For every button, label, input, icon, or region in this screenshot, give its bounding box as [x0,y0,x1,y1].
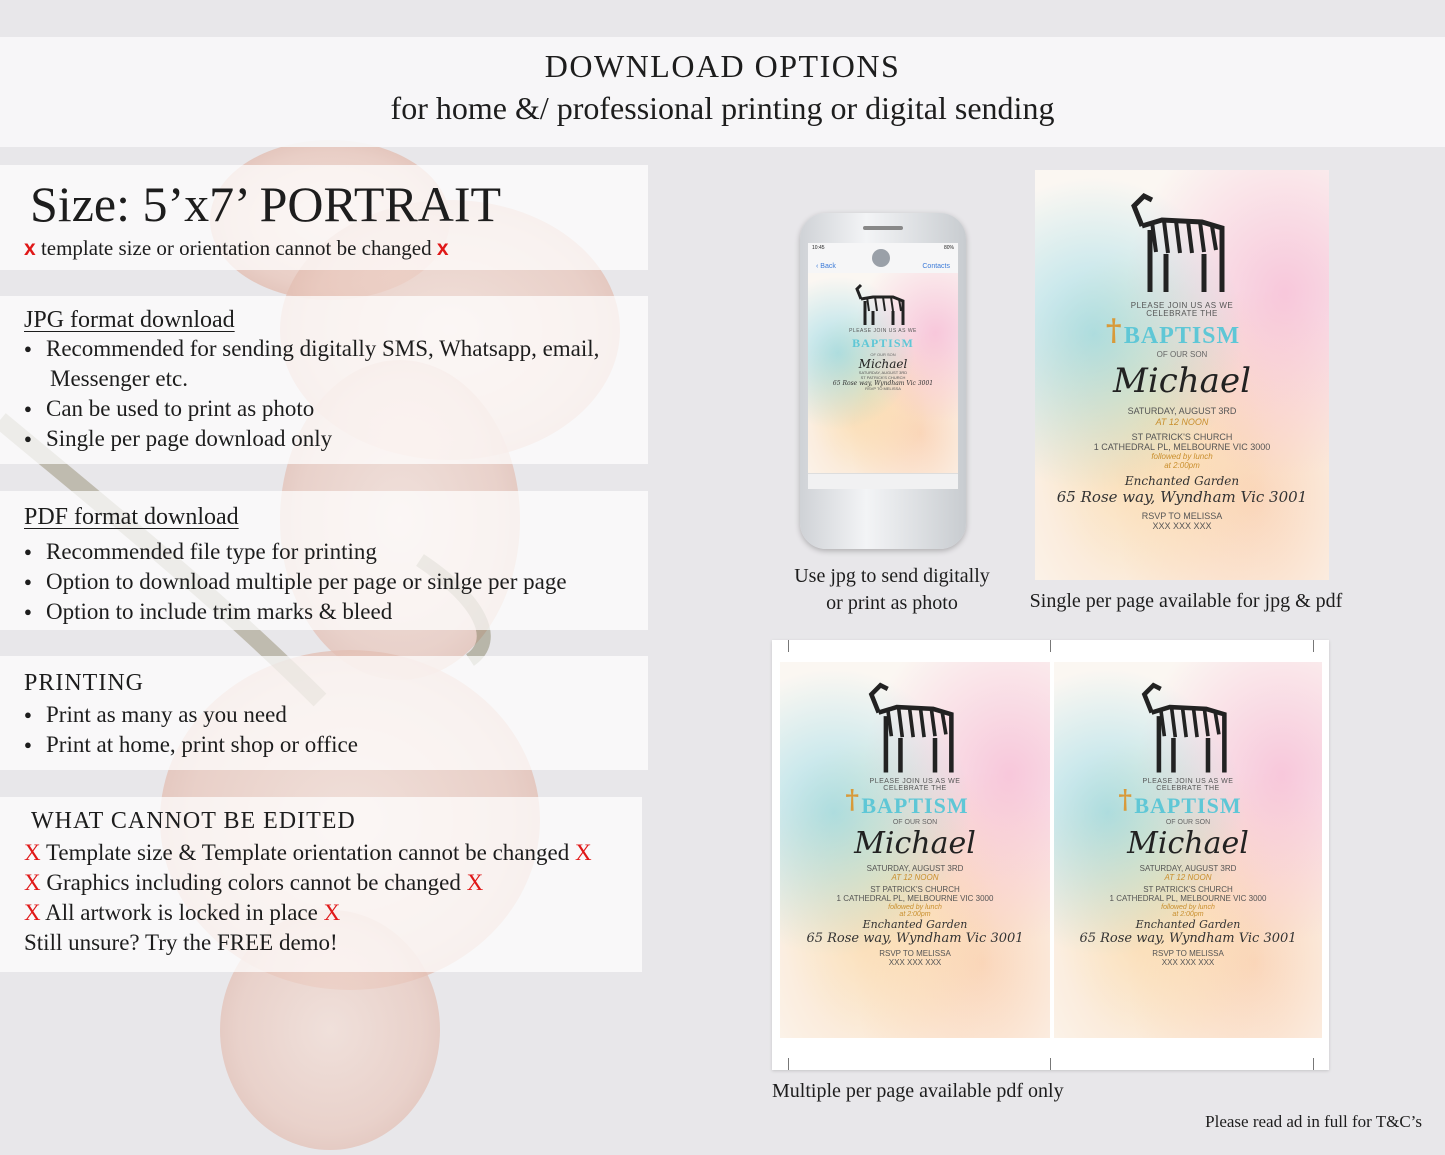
single-invitation: PLEASE JOIN US AS WE CELEBRATE THE † BAPTISM OF OUR SON Michael SATURDAY, AUGUST 3RD AT 12 NOON ST PATRICK'S CHURCH 1 CATHEDRAL PL, MELBOURNE VIC 3000 followed by lunch at 2:00pm Enchanted Garden 65 Rose way, Wyndham Vic 3001 RSVP TO MELISSA XXX XXX XXX [1035,170,1329,580]
not-editable-lines [24,838,592,958]
cross-icon: † [845,784,860,815]
size-title: Size: 5’x7’ PORTRAIT [30,176,502,232]
red-x-icon: X [24,900,41,925]
red-x-icon: X [323,900,341,925]
zebra-icon [1122,188,1242,298]
list-item: ● Option to include trim marks & bleed [24,597,567,627]
red-x-icon: X [24,870,41,895]
red-x-icon: x [436,237,449,260]
zebra-icon [860,678,970,778]
phone-screen [808,243,958,489]
list-item: X All artwork is locked in place X [24,900,341,925]
terms-footnote: Please read ad in full for T&C’s [1205,1112,1422,1131]
phone-status-bar: 10:45 80% ‹ Back Contacts [808,243,958,274]
list-item: ● Recommended file type for printing [24,537,567,567]
trim-mark [1313,1058,1314,1070]
trim-mark [788,640,789,652]
trim-mark [1313,640,1314,652]
trim-mark [1050,1058,1051,1070]
cross-icon: † [1118,784,1133,815]
avatar [872,249,890,267]
phone-caption: Use jpg to send digitally or print as photo [794,565,990,614]
red-x-icon: X [24,840,41,865]
list-item: X Template size & Template orientation cannot be changed X [24,840,592,865]
red-x-icon: X [574,840,592,865]
zebra-icon [1133,678,1243,778]
not-editable-heading: WHAT CANNOT BE EDITED [31,808,356,834]
message-input-bar [808,473,958,489]
size-note-text: template size or orientation cannot be changed [40,236,432,260]
printing-bullets [24,700,358,760]
trim-mark [1050,640,1051,652]
page-title: DOWNLOAD OPTIONS [544,48,901,84]
demo-line: Still unsure? Try the FREE demo! [24,930,338,955]
list-item: ● Can be used to print as photo [24,394,599,424]
phone-speaker [863,226,903,230]
list-item: ● Option to download multiple per page or sinlge per page [24,567,567,597]
contacts-link: Contacts [922,263,950,270]
list-item: ● Recommended for sending digitally SMS, Whatsapp, email, Messenger etc. [24,334,599,394]
jpg-heading: JPG format download [24,307,235,333]
trim-mark [788,1058,789,1070]
cross-icon: † [1105,312,1123,348]
multi-page-sheet [772,640,1329,1070]
size-note [24,236,449,261]
jpg-bullets [24,334,599,454]
list-item: X Graphics including colors cannot be changed X [24,870,484,895]
back-link: ‹ Back [816,263,836,270]
zebra-icon [853,281,913,329]
list-item: ● Single per page download only [24,424,599,454]
multi-caption: Multiple per page available pdf only [772,1080,1064,1102]
invitation-copy-2: PLEASE JOIN US AS WE CELEBRATE THE † BAPTISM OF OUR SON Michael SATURDAY, AUGUST 3RD AT 12 NOON ST PATRICK'S CHURCH 1 CATHEDRAL PL, MELBOURNE VIC 3000 followed by lunch at 2:00pm Enchanted Garden 65 Rose way, Wyndham Vic 3001 RSVP TO MELISSA XXX XXX XXX [1054,662,1322,1038]
pdf-bullets [24,537,567,627]
red-x-icon: x [24,237,36,260]
phone-invitation: PLEASE JOIN US AS WE BAPTISM OF OUR SON Michael SATURDAY, AUGUST 3RD ST PATRICK'S CHURCH 65 Rose way, Wyndham Vic 3001 RSVP TO MELISSA [808,273,958,473]
pdf-heading: PDF format download [24,504,239,530]
phone-mockup [800,213,966,549]
invitation-copy-1: PLEASE JOIN US AS WE CELEBRATE THE † BAPTISM OF OUR SON Michael SATURDAY, AUGUST 3RD AT 12 NOON ST PATRICK'S CHURCH 1 CATHEDRAL PL, MELBOURNE VIC 3000 followed by lunch at 2:00pm Enchanted Garden 65 Rose way, Wyndham Vic 3001 RSVP TO MELISSA XXX XXX XXX [780,662,1050,1038]
single-caption: Single per page available for jpg & pdf [1029,590,1343,612]
red-x-icon: X [466,870,484,895]
list-item: ● Print as many as you need [24,700,358,730]
page-subtitle: for home &/ professional printing or digital sending [390,90,1055,126]
printing-heading: PRINTING [24,670,144,696]
list-item: ● Print at home, print shop or office [24,730,358,760]
